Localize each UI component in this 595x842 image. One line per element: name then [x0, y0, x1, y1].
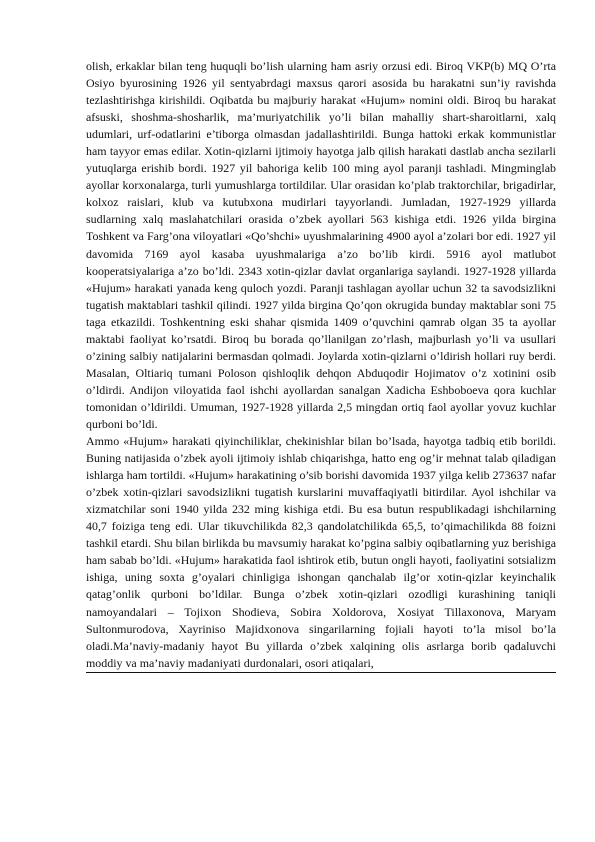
document-page — [86, 58, 556, 673]
paragraph-hujum-history: olish, erkaklar bilan teng huquqli bo’lish ularning ham asriy orzusi edi. Biroq VKP(b) MQ O’rta Osiyo byurosining 1926 yil sentyabrdagi maxsus qarori asosida bu harakatni sun’iy ravishda tezlashtirishga kirishildi. Oqibatda bu majburiy harakat «Hujum» nomini oldi. Biroq bu harakat afsuski, shoshma-shosharlik, ma’muriyatchilik yo’li bilan mahalliy shart-sharoitlarni, xalq udumlari, urf-odatlarini e’tiborga olmasdan jadallashtirildi. Bunga hattoki erkak kommunistlar ham tayyor emas edilar. Xotin-qizlarni ijtimoiy hayotga jalb qilish harakati dastlab ancha sezilarli yutuqlarga erishib bordi. 1927 yil bahoriga kelib 100 ming ayol paranji tashladi. Mingminglab ayollar korxonalarga, turli yumushlarga tortildilar. Ular orasidan ko’plab traktorchilar, brigadirlar, kolxoz raislari, klub va kutubxona mudirlari tayyorlandi. Jumladan, 1927-1929 yillarda sudlarning xalq maslahatchilari orasida o’zbek ayollari 563 kishiga etdi. 1926 yilda birgina Toshkent va Farg’ona viloyatlari «Qo’shchi» uyushmalarining 4900 ayol a’zolari bor edi. 1927 yil davomida 7169 ayol kasaba uyushmalariga a’zo bo’lib kirdi. 5916 ayol matlubot kooperatsiyalariga a’zo bo’ldi. 2343 xotin-qizlar davlat organlariga saylandi. 1927-1928 yillarda «Hujum» harakati yanada keng quloch yozdi. Paranji tashlagan ayollar uchun 32 ta savodsizlikni tugatish maktablari tashkil qilindi. 1927 yilda birgina Qo’qon okrugida bunday maktablar soni 75 taga etkazildi. Toshkentning eski shahar qismida 1409 o’quvchini qamrab olgan 35 ta ayollar maktabi faoliyat ko’rsatdi. Biroq bu borada qo’llanilgan zo’rlash, majburlash yo’li va usullari o’zining salbiy natijalarini bermasdan qolmadi. Joylarda xotin-qizlarni o’ldirish hollari ruy berdi. Masalan, Oltiariq tumani Poloson qishloqlik dehqon Abduqodir Hojimatov o’z xotinini osib o’ldirdi. Andijon viloyatida faol ishchi ayollardan sanalgan Xadicha Eshboboeva qora kuchlar tomonidan o’ldirildi. Umuman, 1927-1928 yillarda 2,5 mingdan ortiq faol ayollar yovuz kuchlar qurboni bo’ldi. — [86, 59, 556, 431]
paragraph-hujum-results: Ammo «Hujum» harakati qiyinchiliklar, chekinishlar bilan bo’lsada, hayotga tadbiq etib borildi. Buning natijasida o’zbek ayoli ijtimoiy ishlab chiqarishga, hatto eng og’ir mehnat talab qiladigan ishlarga ham tortildi. «Hujum» harakatining o’sib borishi davomida 1937 yilga kelib 273637 nafar o’zbek xotin-qizlari savodsizlikni tugatish kurslarini muvaffaqiyatli bitirdilar. Ayol ishchilar va xizmatchilar soni 1940 yilda 232 ming kishiga etdi. Bu esa butun respublikadagi ishchilarning 40,7 foiziga teng edi. Ular tikuvchilikda 82,3 qandolatchilikda 65,5, to’qimachilikda 88 foizni tashkil etardi. Shu bilan birlikda bu mavsumiy harakat ko’pgina salbiy oqibatlarning yuz berishiga ham sabab bo’ldi. «Hujum» harakatida faol ishtirok etib, butun ongli hayoti, faoliyatini sotsializm ishiga, uning soxta g’oyalari chinligiga ishongan qanchalab ilg’or xotin-qizlar keyinchalik qatag’onlik qurboni bo’ldilar. Bunga o’zbek xotin-qizlari ozodligi kurashining taniqli namoyandalari – Tojixon Shodieva, Sobira Xoldorova, Xosiyat Tillaxonova, Maryam Sultonmurodova, Xayriniso Majidxonova singarilarning fojiali hayoti to’la misol bo’la oladi.Ma’naviy-madaniy hayot Bu yillarda o’zbek xalqining olis asrlarga borib qadaluvchi moddiy va ma’naviy madaniyati durdonalari, osori atiqalari, — [86, 433, 556, 673]
